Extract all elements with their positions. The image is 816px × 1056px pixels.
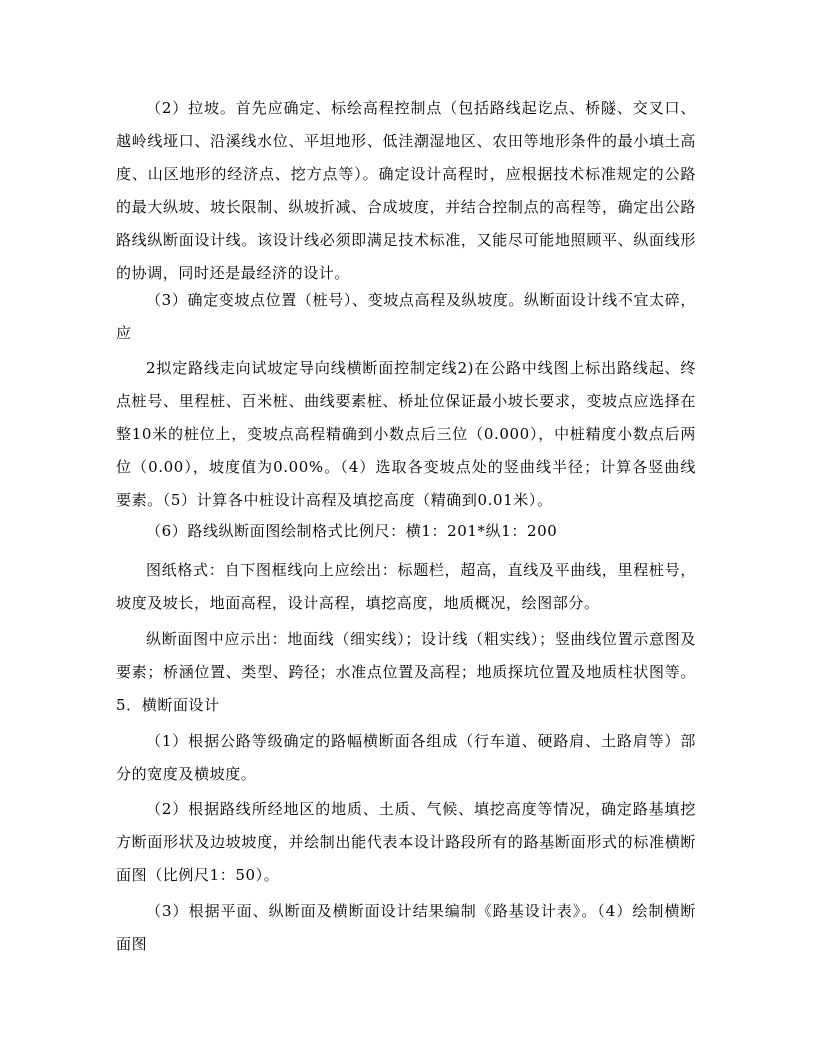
paragraph-grade-line: （2）拉坡。首先应确定、标绘高程控制点（包括路线起讫点、桥隧、交叉口、越岭线垭口、沿溪线水位、平坦地形、低洼潮湿地区、农田等地形条件的最小填土高度、山区地形的经济点、挖方点等）。确定设计高程时，应根据技术标准规定的公路的最大纵坡、坡长限制、纵坡折减、合成坡度，并结合控制点的高程等，确定出公路路线纵断面设计线。该设计线必须即满足技术标准，又能尽可能地照顾平、纵面线形的协调，同时还是最经济的设计。 — [116, 99, 696, 282]
paragraph-cross-section-standard: （2）根据路线所经地区的地质、土质、气候、填挖高度等情况，确定路基填挖方断面形状及边坡坡度，并绘制出能代表本设计路段所有的路基断面形式的标准横断面图（比例尺1：50）。 — [116, 800, 696, 884]
paragraph-profile-scale: （6）路线纵断面图绘制格式比例尺：横1：201*纵1：200 — [146, 522, 558, 540]
paragraph-cross-section-width: （1）根据公路等级确定的路幅横断面各组成（行车道、硬路肩、土路肩等）部分的宽度及横坡度。 — [116, 732, 696, 783]
paragraph-drawing-format: 图纸格式：自下图框线向上应绘出：标题栏，超高，直线及平曲线，里程桩号，坡度及坡长，地面高程，设计高程，填挖高度，地质概况，绘图部分。 — [116, 561, 696, 612]
paragraph-grade-change-point: （3）确定变坡点位置（桩号）、变坡点高程及纵坡度。纵断面设计线不宜太碎，应 — [116, 291, 696, 342]
paragraph-subgrade-table: （3）根据平面、纵断面及横断面设计结果编制《路基设计表》。（4）绘制横断面图 — [116, 902, 696, 953]
paragraph-centerline-stakes: 2拟定路线走向试坡定导向线横断面控制定线2)在公路中线图上标出路线起、终点桩号、里程桩、百米桩、曲线要素桩、桥址位保证最小坡长要求，变坡点应选择在整10米的桩位上，变坡点高程精确到小数点后三位（0.000），中桩精度小数点后两位（0.00），坡度值为0.00%。（4）选取各变坡点处的竖曲线半径；计算各竖曲线要素。（5）计算各中桩设计高程及填挖高度（精确到0.01米）。 — [116, 359, 696, 509]
paragraph-profile-contents: 纵断面图中应示出：地面线（细实线）；设计线（粗实线）；竖曲线位置示意图及要素；桥涵位置、类型、跨径；水准点位置及高程；地质探坑位置及地质柱状图等。5．横断面设计 — [116, 630, 696, 714]
